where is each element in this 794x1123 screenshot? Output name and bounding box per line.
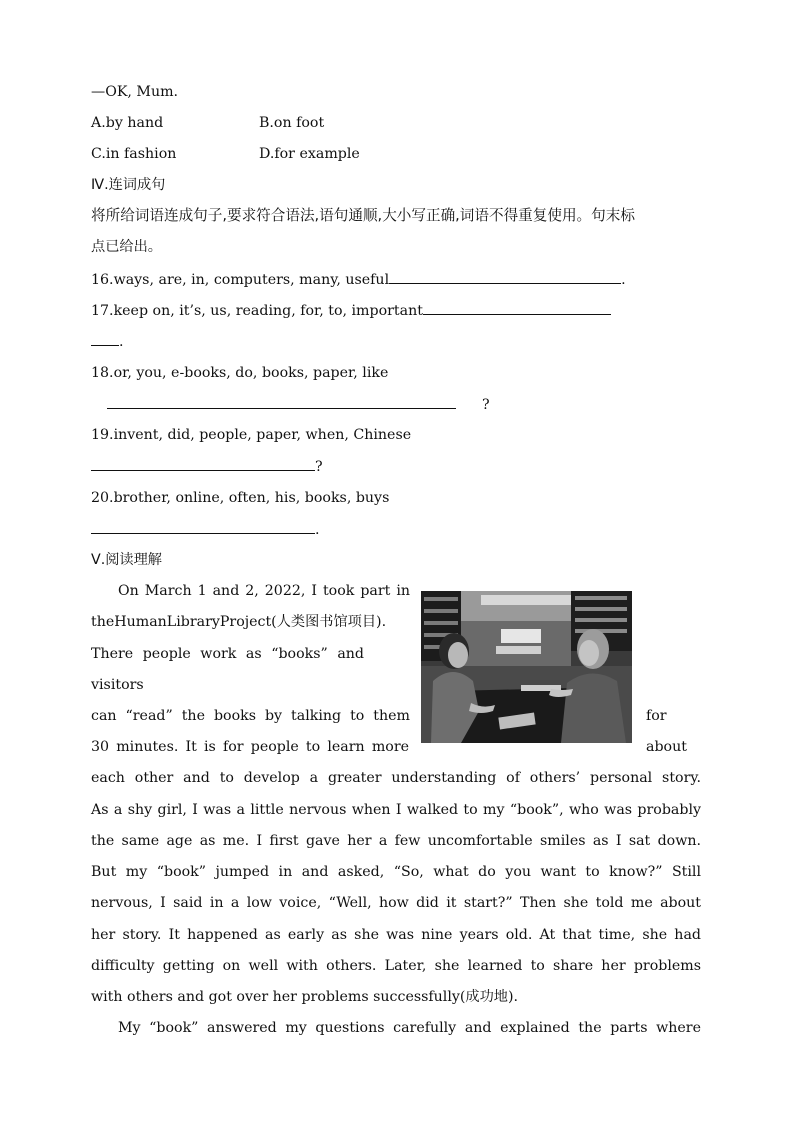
passage-line: On March 1 and 2, 2022, I took part in xyxy=(118,583,410,599)
passage-line: the same age as me. I first gave her a few uncomfortable smiles as I sat down. xyxy=(91,833,701,849)
section-4-instruction-cont: 点已给出。 xyxy=(91,239,162,255)
item-18: 18.or, you, e-books, do, books, paper, like xyxy=(91,365,389,381)
item-17-words: 17.keep on, it’s, us, reading, for, to, important xyxy=(91,303,423,319)
item-18-end: ? xyxy=(482,397,490,413)
item-19-answer-blank[interactable] xyxy=(91,456,315,471)
item-17 xyxy=(91,300,611,321)
passage-line: theHumanLibraryProject(人类图书馆项目). xyxy=(91,614,387,630)
library-scene-illustration xyxy=(421,591,632,743)
item-20: 20.brother, online, often, his, books, buys xyxy=(91,490,390,506)
item-17-end: . xyxy=(119,334,124,350)
question-tail: —OK, Mum. xyxy=(91,84,179,100)
section-4-instruction: 将所给词语连成句子,要求符合语法,语句通顺,大小写正确,词语不得重复使用。句末标 xyxy=(91,207,635,224)
item-17-answer-blank-cont[interactable] xyxy=(91,331,119,346)
option-a[interactable]: A.by hand xyxy=(91,115,164,131)
passage-line: about xyxy=(646,739,687,755)
item-16-end: . xyxy=(621,272,626,288)
passage-line: But my “book” jumped in and asked, “So, what do you want to know?” Still xyxy=(91,864,701,880)
passage-line: can “read” the books by talking to them xyxy=(91,708,410,724)
item-20-cont xyxy=(91,519,320,540)
passage-line: 30 minutes. It is for people to learn more xyxy=(91,739,409,755)
item-17-answer-blank[interactable] xyxy=(423,300,611,315)
passage-line: visitors xyxy=(91,677,144,693)
item-19-end: ? xyxy=(315,459,323,475)
passage-line: As a shy girl, I was a little nervous when I walked to my “book”, who was probably xyxy=(91,802,701,818)
options-row-1 xyxy=(91,113,324,133)
passage-line: There people work as “books” and xyxy=(91,646,364,662)
section-4-title: Ⅳ.连词成句 xyxy=(91,177,166,193)
passage-line: for xyxy=(646,708,667,724)
item-19-cont xyxy=(91,456,323,477)
passage-line: each other and to develop a greater understanding of others’ personal story. xyxy=(91,770,701,786)
item-16-words: 16.ways, are, in, computers, many, useful xyxy=(91,272,390,288)
option-b[interactable]: B.on foot xyxy=(259,115,325,131)
section-5-title: Ⅴ.阅读理解 xyxy=(91,552,162,568)
item-20-answer-blank[interactable] xyxy=(91,519,315,534)
item-16-answer-blank[interactable] xyxy=(389,269,621,284)
passage-line: nervous, I said in a low voice, “Well, how did it start?” Then she told me about xyxy=(91,895,701,911)
item-18-cont xyxy=(107,394,490,415)
item-20-end: . xyxy=(315,522,320,538)
passage-line: with others and got over her problems successfully(成功地). xyxy=(91,989,519,1005)
item-17-cont xyxy=(91,331,124,352)
option-d[interactable]: D.for example xyxy=(259,146,360,162)
passage-line: My “book” answered my questions carefully and explained the parts where xyxy=(118,1020,701,1036)
option-c[interactable]: C.in fashion xyxy=(91,146,177,162)
library-photo xyxy=(421,591,632,743)
item-18-answer-blank[interactable] xyxy=(107,394,456,409)
passage-line: her story. It happened as early as she was nine years old. At that time, she had xyxy=(91,927,701,943)
options-row-2 xyxy=(91,144,360,164)
item-19: 19.invent, did, people, paper, when, Chinese xyxy=(91,427,412,443)
item-16 xyxy=(91,269,626,290)
passage-line: difficulty getting on well with others. Later, she learned to share her problems xyxy=(91,958,701,974)
